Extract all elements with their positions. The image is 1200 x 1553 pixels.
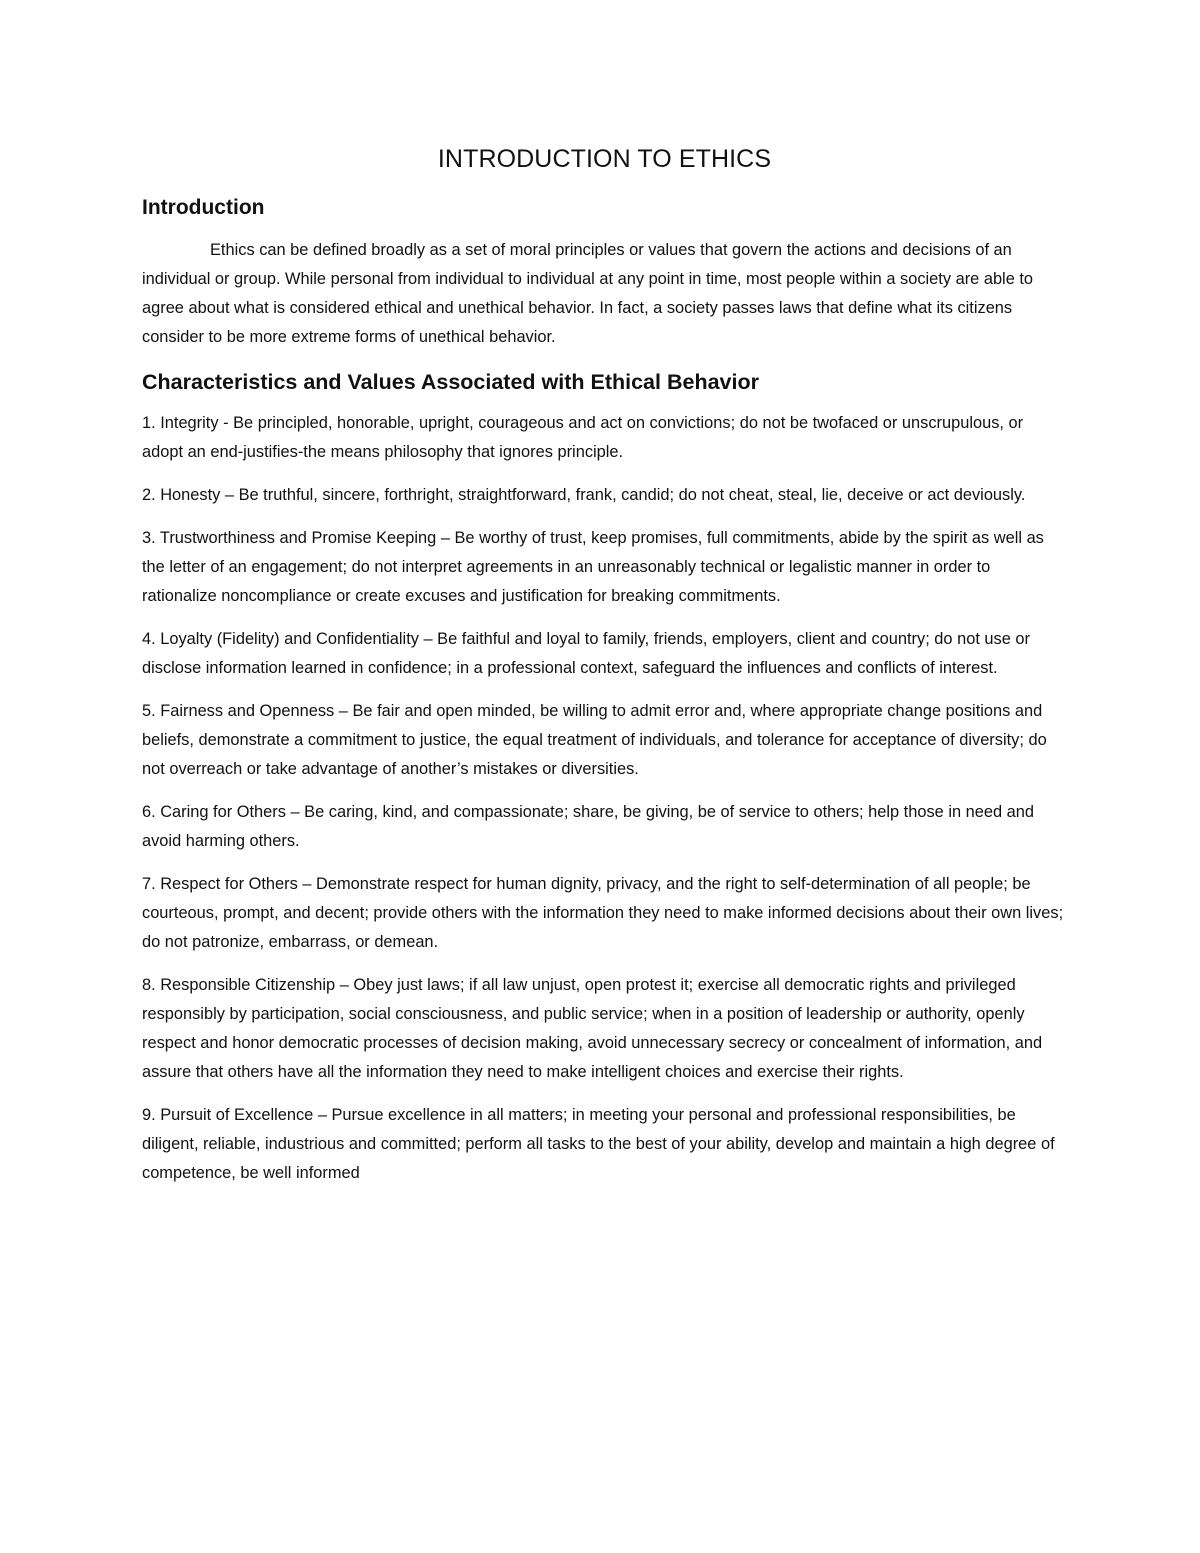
value-item-fairness: 5. Fairness and Openness – Be fair and open minded, be willing to admit error and, where appropriate change positions and beliefs, demonstrate a commitment to justice, the equal treatment of individuals, and tolerance for acceptance of diversity; do not overreach or take advantage of another’s mistakes or diversities. xyxy=(142,702,1047,778)
introduction-paragraph: Ethics can be defined broadly as a set of moral principles or values that govern the actions and decisions of an individual or group. While personal from individual to individual at any point in time, most people within a society are able to agree about what is considered ethical and unethical behavior. In fact, a society passes laws that define what its citizens consider to be more extreme forms of unethical behavior. xyxy=(142,241,1034,346)
introduction-heading: Introduction xyxy=(142,196,265,219)
value-item-caring: 6. Caring for Others – Be caring, kind, and compassionate; share, be giving, be of service to others; help those in need and avoid harming others. xyxy=(142,803,1034,850)
document-content xyxy=(142,145,1067,1202)
value-item-integrity: 1. Integrity - Be principled, honorable, upright, courageous and act on convictions; do not be twofaced or unscrupulous, or adopt an end-justifies-the means philosophy that ignores principle. xyxy=(142,414,1024,461)
value-item-citizenship: 8. Responsible Citizenship – Obey just laws; if all law unjust, open protest it; exercise all democratic rights and privileged responsibly by participation, social consciousness, and public service; when in a position of leadership or authority, openly respect and honor democratic processes of decision making, avoid unnecessary secrecy or concealment of information, and assure that others have all the information they need to make intelligent choices and exercise their rights. xyxy=(142,976,1043,1081)
value-item-honesty: 2. Honesty – Be truthful, sincere, forthright, straightforward, frank, candid; do not cheat, steal, lie, deceive or act deviously. xyxy=(142,486,1026,504)
document-title: INTRODUCTION TO ETHICS xyxy=(437,145,772,173)
value-item-respect: 7. Respect for Others – Demonstrate respect for human dignity, privacy, and the right to self-determination of all people; be courteous, prompt, and decent; provide others with the information they need to make informed decisions about their own lives; do not patronize, embarrass, or demean. xyxy=(142,875,1064,951)
characteristics-heading: Characteristics and Values Associated with Ethical Behavior xyxy=(142,370,759,394)
value-item-excellence: 9. Pursuit of Excellence – Pursue excellence in all matters; in meeting your personal and professional responsibilities, be diligent, reliable, industrious and committed; perform all tasks to the best of your ability, develop and maintain a high degree of competence, be well informed xyxy=(142,1106,1055,1182)
value-item-loyalty: 4. Loyalty (Fidelity) and Confidentiality – Be faithful and loyal to family, friends, employers, client and country; do not use or disclose information learned in confidence; in a professional context, safeguard the influences and conflicts of interest. xyxy=(142,630,1030,677)
value-item-trustworthiness: 3. Trustworthiness and Promise Keeping – Be worthy of trust, keep promises, full commitments, abide by the spirit as well as the letter of an engagement; do not interpret agreements in an unreasonably technical or legalistic manner in order to rationalize noncompliance or create excuses and justification for breaking commitments. xyxy=(142,529,1044,605)
